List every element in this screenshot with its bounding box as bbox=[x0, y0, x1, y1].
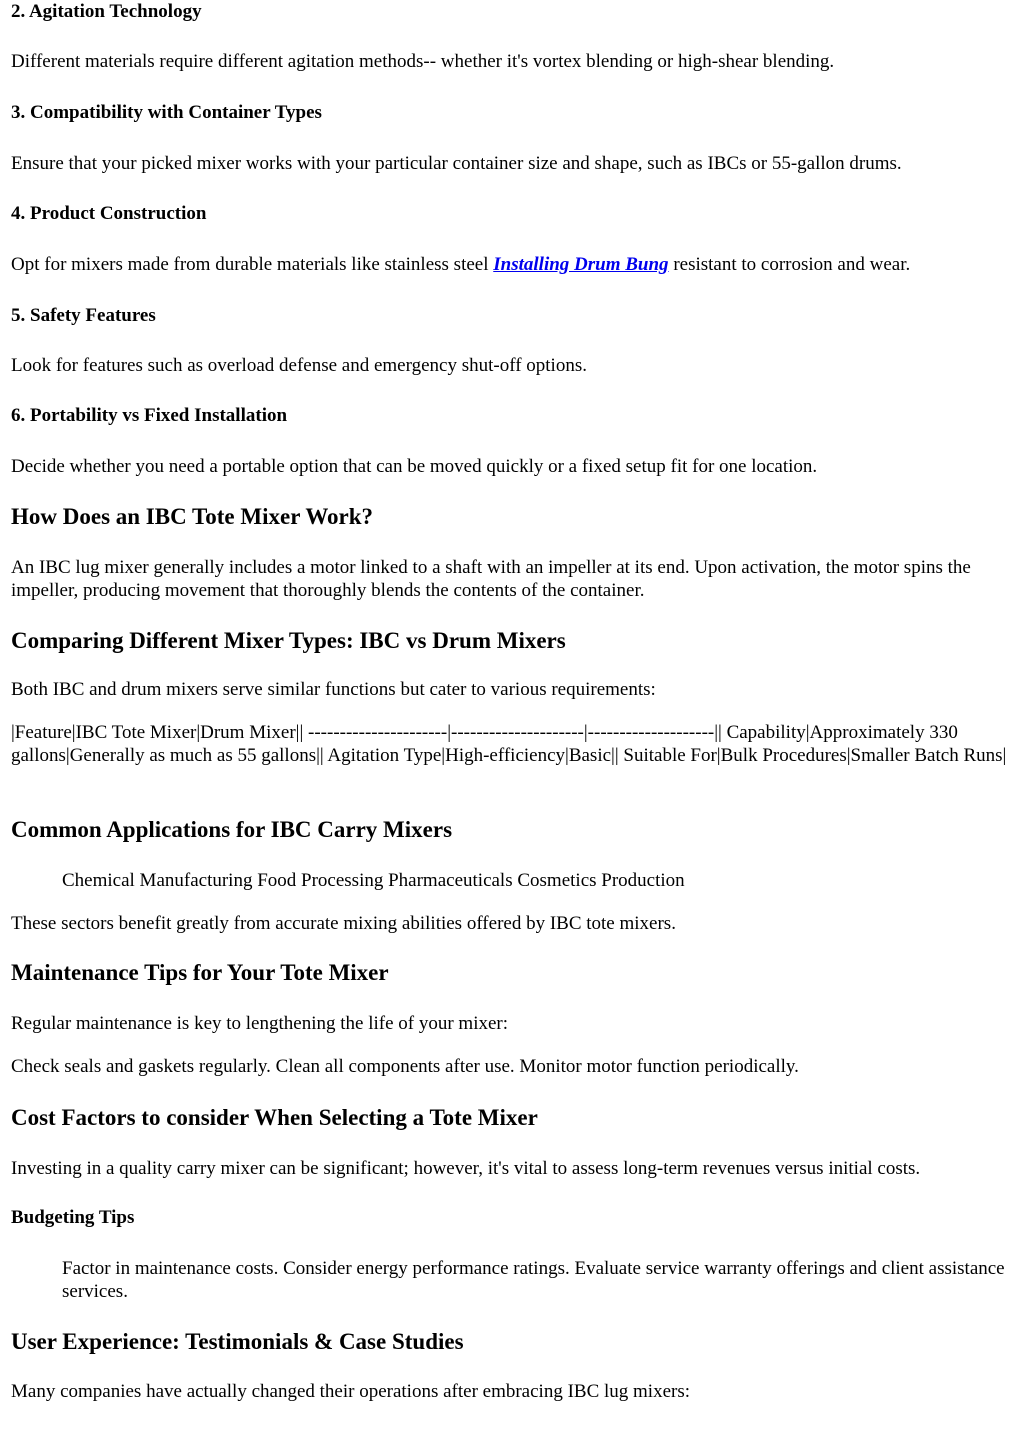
heading-budgeting-tips: Budgeting Tips bbox=[11, 1207, 135, 1228]
budgeting-tips-list: Factor in maintenance costs. Consider energy performance ratings. Evaluate service warranty offerings and client assistance services. bbox=[62, 1258, 1005, 1302]
heading-maintenance-tips: Maintenance Tips for Your Tote Mixer bbox=[11, 960, 389, 985]
heading-how-it-works: How Does an IBC Tote Mixer Work? bbox=[11, 504, 374, 529]
heading-comparing-mixers: Comparing Different Mixer Types: IBC vs Drum Mixers bbox=[11, 628, 566, 653]
installing-drum-bung-link[interactable]: Installing Drum Bung bbox=[493, 254, 669, 275]
paragraph-applications: These sectors benefit greatly from accurate mixing abilities offered by IBC tote mixers. bbox=[11, 913, 676, 934]
heading-product-construction: 4. Product Construction bbox=[11, 203, 207, 224]
heading-compatibility: 3. Compatibility with Container Types bbox=[11, 102, 322, 123]
paragraph-portability: Decide whether you need a portable option that can be moved quickly or a fixed setup fit for one location. bbox=[11, 456, 818, 477]
heading-safety-features: 5. Safety Features bbox=[11, 305, 156, 326]
construction-text-before: Opt for mixers made from durable materials like stainless steel bbox=[11, 254, 494, 275]
paragraph-safety: Look for features such as overload defense and emergency shut-off options. bbox=[11, 355, 587, 376]
paragraph-maintenance-intro: Regular maintenance is key to lengthening the life of your mixer: bbox=[11, 1013, 509, 1034]
heading-agitation-technology: 2. Agitation Technology bbox=[11, 1, 202, 22]
comparison-table-text: |Feature|IBC Tote Mixer|Drum Mixer|| ----------------------|---------------------|--------------------|| Capability|Approximately 330 gallons|Generally as much as 55 gallons|| Agitation Type|High-efficiency|Basic|| Suitable For|Bulk Procedures|Smaller Batch Runs| bbox=[11, 722, 1007, 766]
heading-user-experience: User Experience: Testimonials & Case Studies bbox=[11, 1329, 464, 1354]
paragraph-user-experience: Many companies have actually changed their operations after embracing IBC lug mixers: bbox=[11, 1381, 691, 1402]
paragraph-agitation: Different materials require different agitation methods-- whether it's vortex blending or high-shear blending. bbox=[11, 51, 835, 72]
heading-common-applications: Common Applications for IBC Carry Mixers bbox=[11, 817, 453, 842]
heading-cost-factors: Cost Factors to consider When Selecting a Tote Mixer bbox=[11, 1105, 538, 1130]
construction-text-after: resistant to corrosion and wear. bbox=[668, 254, 911, 275]
paragraph-compatibility: Ensure that your picked mixer works with your particular container size and shape, such as IBCs or 55-gallon drums. bbox=[11, 153, 902, 174]
paragraph-construction bbox=[11, 253, 1011, 276]
paragraph-cost: Investing in a quality carry mixer can be significant; however, it's vital to assess long-term revenues versus initial costs. bbox=[11, 1158, 921, 1179]
paragraph-comparing-intro: Both IBC and drum mixers serve similar functions but cater to various requirements: bbox=[11, 679, 656, 700]
maintenance-tips-list: Check seals and gaskets regularly. Clean all components after use. Monitor motor function periodically. bbox=[11, 1056, 799, 1077]
paragraph-how-it-works: An IBC lug mixer generally includes a motor linked to a shaft with an impeller at its end. Upon activation, the motor spins the impeller, producing movement that thoroughly blends the contents of the container. bbox=[11, 557, 971, 601]
applications-list: Chemical Manufacturing Food Processing Pharmaceuticals Cosmetics Production bbox=[62, 870, 685, 891]
heading-portability: 6. Portability vs Fixed Installation bbox=[11, 405, 288, 426]
